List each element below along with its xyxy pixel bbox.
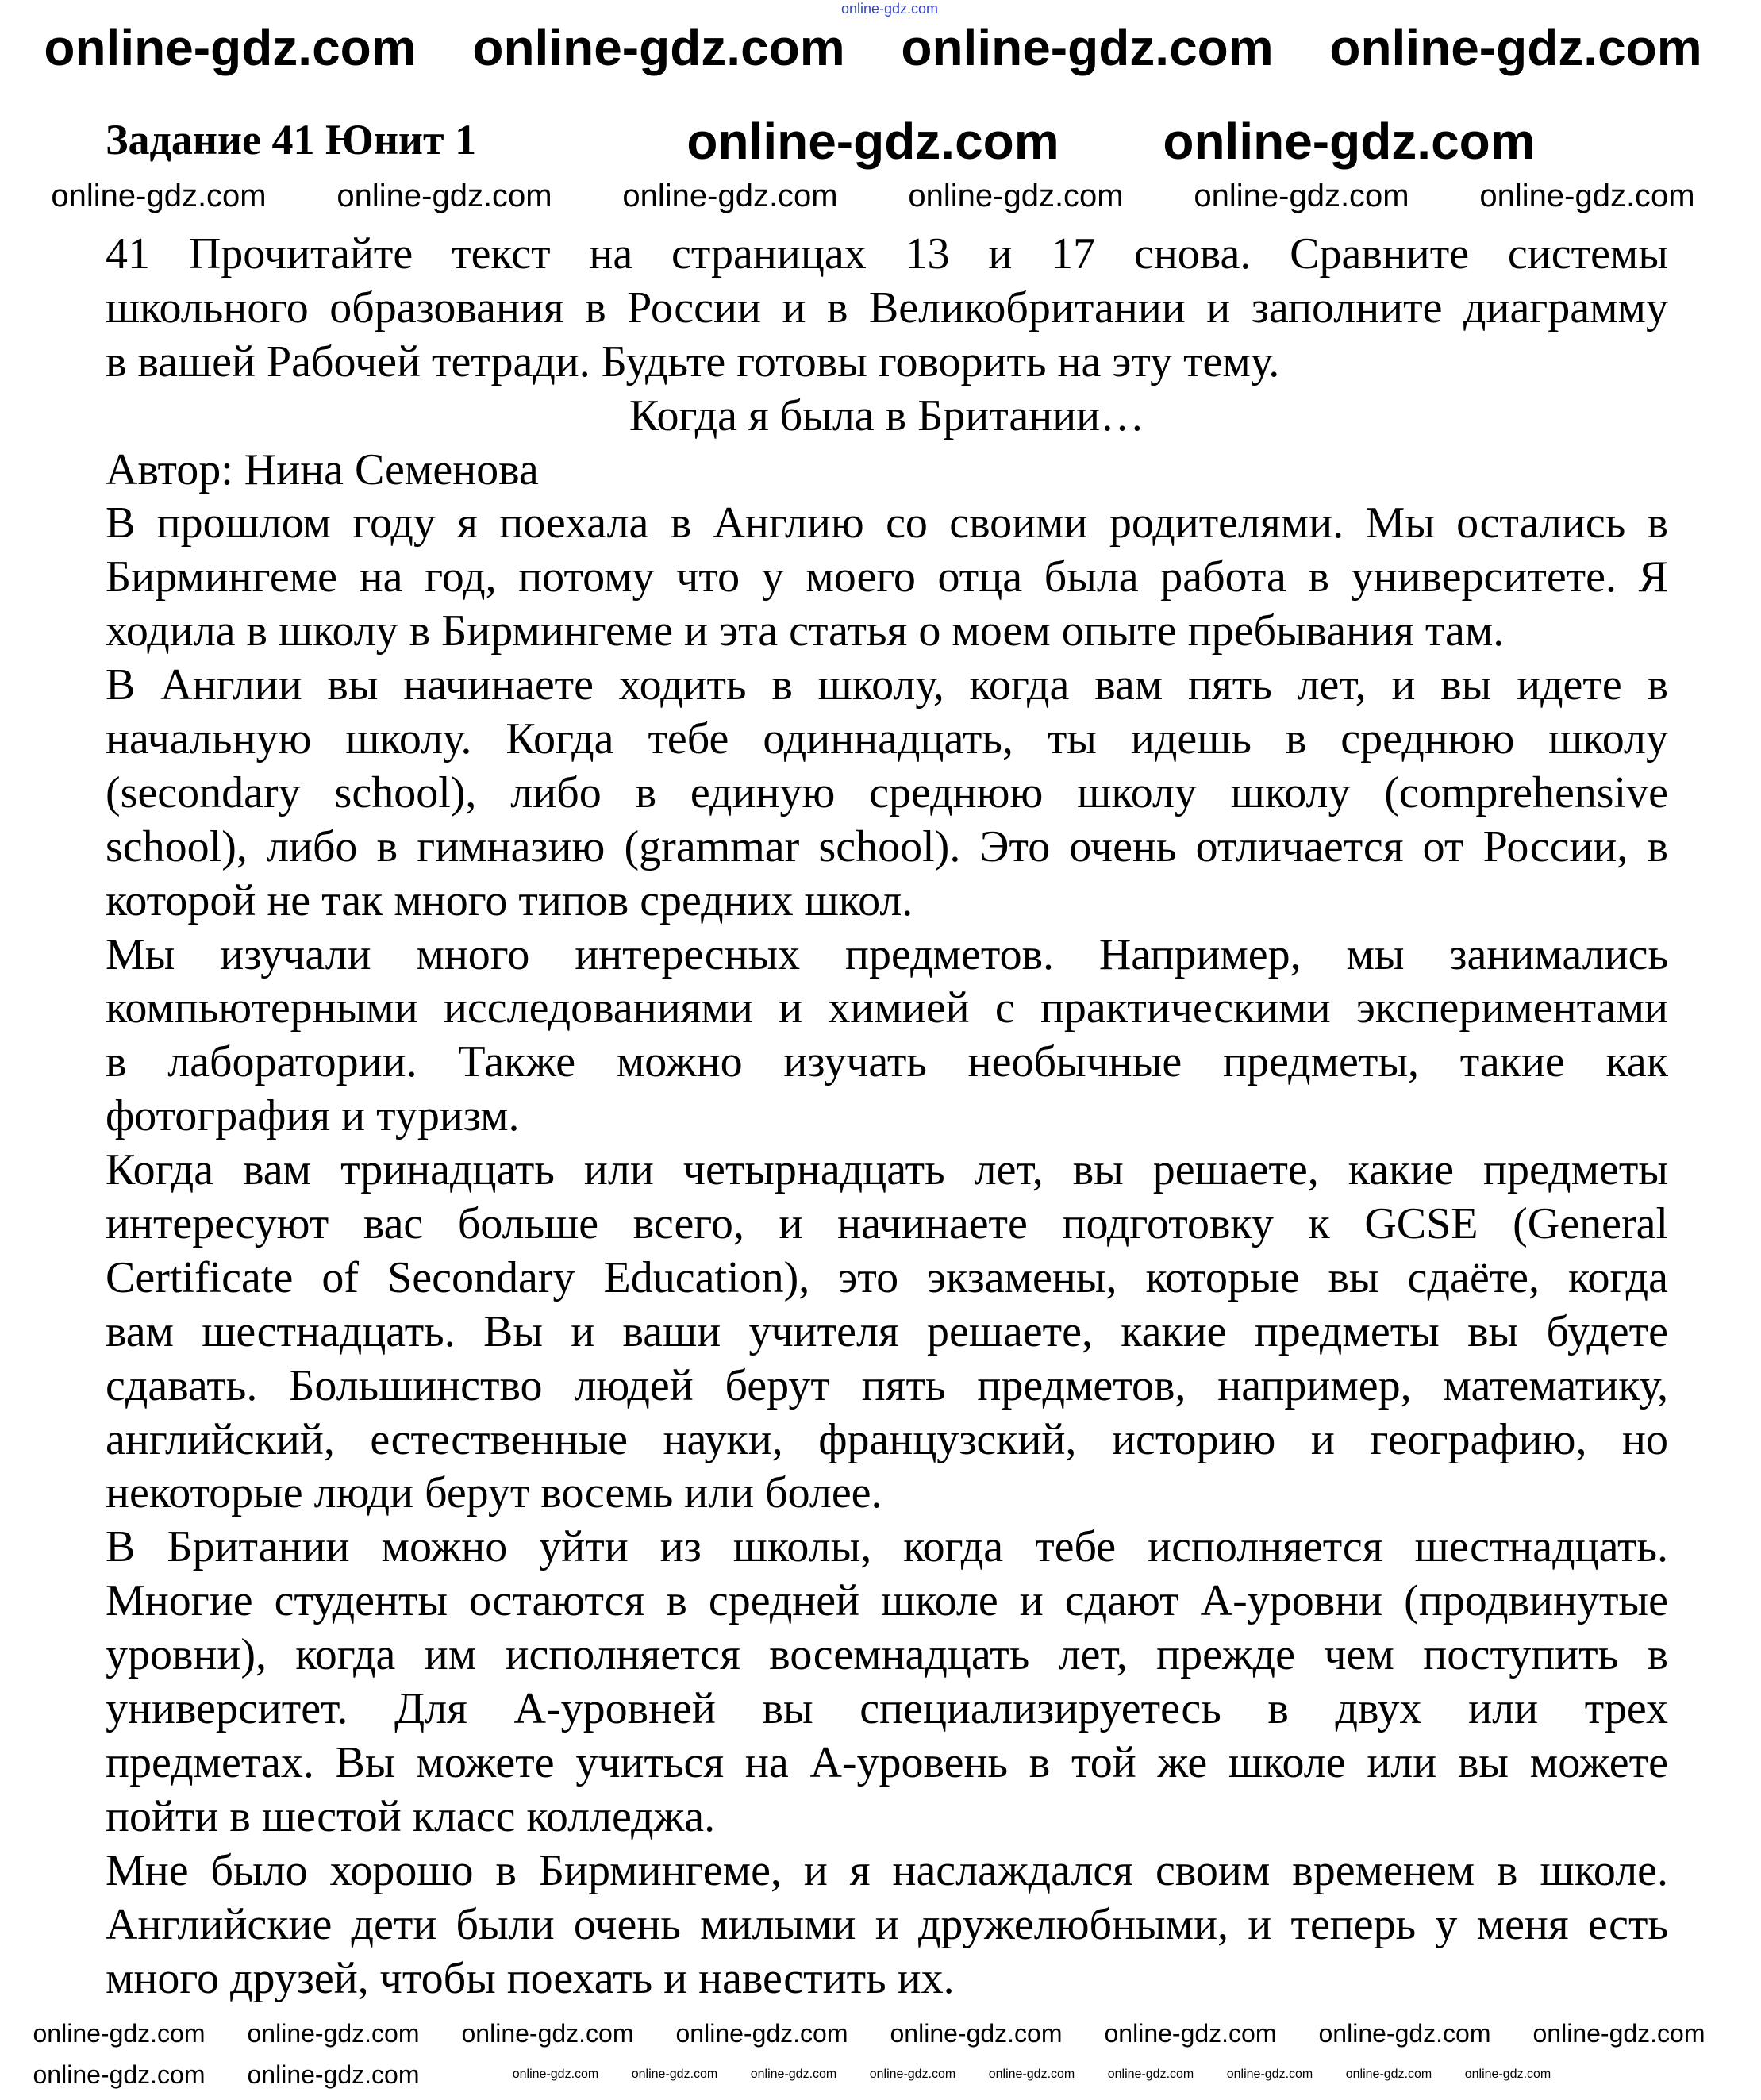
watermark: online-gdz.com bbox=[44, 19, 417, 76]
paragraph-line: Мне было хорошо в Бирмингеме, и я наслаждался своим временем в школе. bbox=[106, 1845, 1668, 1895]
paragraph-line: университет. Для А-уровней вы специализируетесь в двух или трех bbox=[106, 1684, 1668, 1734]
watermark: online-gdz.com bbox=[840, 1, 939, 17]
watermark: online-gdz.com bbox=[890, 2019, 1063, 2048]
watermark: online-gdz.com bbox=[1329, 19, 1702, 76]
watermark: online-gdz.com bbox=[750, 2067, 837, 2081]
watermark: online-gdz.com bbox=[1163, 113, 1536, 170]
paragraph-line: английский, естественные науки, французский, историю и географию, но bbox=[106, 1414, 1668, 1464]
paragraph-line: в вашей Рабочей тетради. Будьте готовы говорить на эту тему. bbox=[106, 337, 1280, 387]
watermark: online-gdz.com bbox=[472, 19, 845, 76]
paragraph-line: уровни), когда им исполняется восемнадцать лет, прежде чем поступить в bbox=[106, 1630, 1668, 1680]
watermark: online-gdz.com bbox=[1532, 2019, 1705, 2048]
paragraph-line: В прошлом году я поехала в Англию со своими родителями. Мы остались в bbox=[106, 498, 1668, 548]
watermark: online-gdz.com bbox=[901, 19, 1274, 76]
watermark: online-gdz.com bbox=[869, 2067, 956, 2081]
watermark: online-gdz.com bbox=[1194, 179, 1409, 213]
watermark: online-gdz.com bbox=[247, 2019, 420, 2048]
document-body bbox=[106, 228, 1668, 2006]
paragraph-line: вам шестнадцать. Вы и ваши учителя решаете, какие предметы вы будете bbox=[106, 1306, 1668, 1356]
watermark: online-gdz.com bbox=[1479, 179, 1695, 213]
watermark: online-gdz.com bbox=[51, 179, 267, 213]
watermark: online-gdz.com bbox=[33, 2019, 206, 2048]
paragraph-line: в лаборатории. Также можно изучать необычные предметы, такие как bbox=[106, 1037, 1668, 1087]
paragraph-line: ходила в школу в Бирмингеме и эта статья о моем опыте пребывания там. bbox=[106, 606, 1505, 656]
paragraph-line: Когда вам тринадцать или четырнадцать лет, вы решаете, какие предметы bbox=[106, 1145, 1668, 1195]
paragraph-line: компьютерными исследованиями и химией с практическими экспериментами bbox=[106, 983, 1668, 1033]
watermark: online-gdz.com bbox=[512, 2067, 599, 2081]
paragraph-line: Мы изучали много интересных предметов. Например, мы занимались bbox=[106, 929, 1668, 979]
watermark: online-gdz.com bbox=[631, 2067, 718, 2081]
paragraph-line: начальную школу. Когда тебе одиннадцать, ты идешь в среднюю школу bbox=[106, 714, 1668, 764]
paragraph-line: В Британии можно уйти из школы, когда тебе исполняется шестнадцать. bbox=[106, 1522, 1668, 1572]
paragraph-line: Многие студенты остаются в средней школе и сдают А-уровни (продвинутые bbox=[106, 1576, 1668, 1626]
page-heading: Задание 41 Юнит 1 bbox=[106, 116, 477, 163]
watermark: online-gdz.com bbox=[33, 2060, 206, 2089]
watermark: online-gdz.com bbox=[461, 2019, 634, 2048]
paragraph-line: интересуют вас больше всего, и начинаете подготовку к GCSE (General bbox=[106, 1199, 1668, 1249]
paragraph-line: Бирмингеме на год, потому что у моего отца была работа в университете. Я bbox=[106, 552, 1668, 602]
watermark: online-gdz.com bbox=[1104, 2019, 1277, 2048]
paragraph-line: school), либо в гимназию (grammar school). Это очень отличается от России, в bbox=[106, 821, 1668, 871]
watermark: online-gdz.com bbox=[1107, 2067, 1194, 2081]
paragraph-line: много друзей, чтобы поехать и навестить их. bbox=[106, 1953, 955, 2003]
article-title: Когда я была в Британии… bbox=[629, 390, 1145, 440]
watermark: online-gdz.com bbox=[1345, 2067, 1432, 2081]
paragraph-line: Английские дети были очень милыми и дружелюбными, и теперь у меня есть bbox=[106, 1899, 1668, 1949]
article-author: Автор: Нина Семенова bbox=[106, 444, 539, 494]
watermark: online-gdz.com bbox=[686, 113, 1059, 170]
paragraph-line: Certificate of Secondary Education), это экзамены, которые вы сдаёте, когда bbox=[106, 1252, 1668, 1302]
paragraph-line: школьного образования в России и в Великобритании и заполните диаграмму bbox=[106, 283, 1668, 333]
paragraph-line: которой не так много типов средних школ. bbox=[106, 875, 913, 925]
watermark: online-gdz.com bbox=[336, 179, 552, 213]
paragraph-line: (secondary school), либо в единую среднюю школу школу (comprehensive bbox=[106, 767, 1668, 817]
paragraph-line: некоторые люди берут восемь или более. bbox=[106, 1468, 882, 1518]
watermark: online-gdz.com bbox=[622, 179, 838, 213]
paragraph-line: пойти в шестой класс колледжа. bbox=[106, 1791, 716, 1841]
paragraph-line: фотография и туризм. bbox=[106, 1091, 520, 1141]
paragraph-line: сдавать. Большинство людей берут пять предметов, например, математику, bbox=[106, 1360, 1668, 1410]
watermark: online-gdz.com bbox=[1464, 2067, 1551, 2081]
paragraph-line: предметах. Вы можете учиться на А-уровень в той же школе или вы можете bbox=[106, 1737, 1668, 1787]
watermark: online-gdz.com bbox=[1226, 2067, 1313, 2081]
paragraph-line: 41 Прочитайте текст на страницах 13 и 17 снова. Сравните системы bbox=[106, 229, 1668, 279]
paragraph-line: В Англии вы начинаете ходить в школу, когда вам пять лет, и вы идете в bbox=[106, 660, 1668, 710]
watermark: online-gdz.com bbox=[675, 2019, 848, 2048]
watermark: online-gdz.com bbox=[988, 2067, 1075, 2081]
watermark: online-gdz.com bbox=[908, 179, 1124, 213]
watermark: online-gdz.com bbox=[1318, 2019, 1491, 2048]
watermark: online-gdz.com bbox=[247, 2060, 420, 2089]
